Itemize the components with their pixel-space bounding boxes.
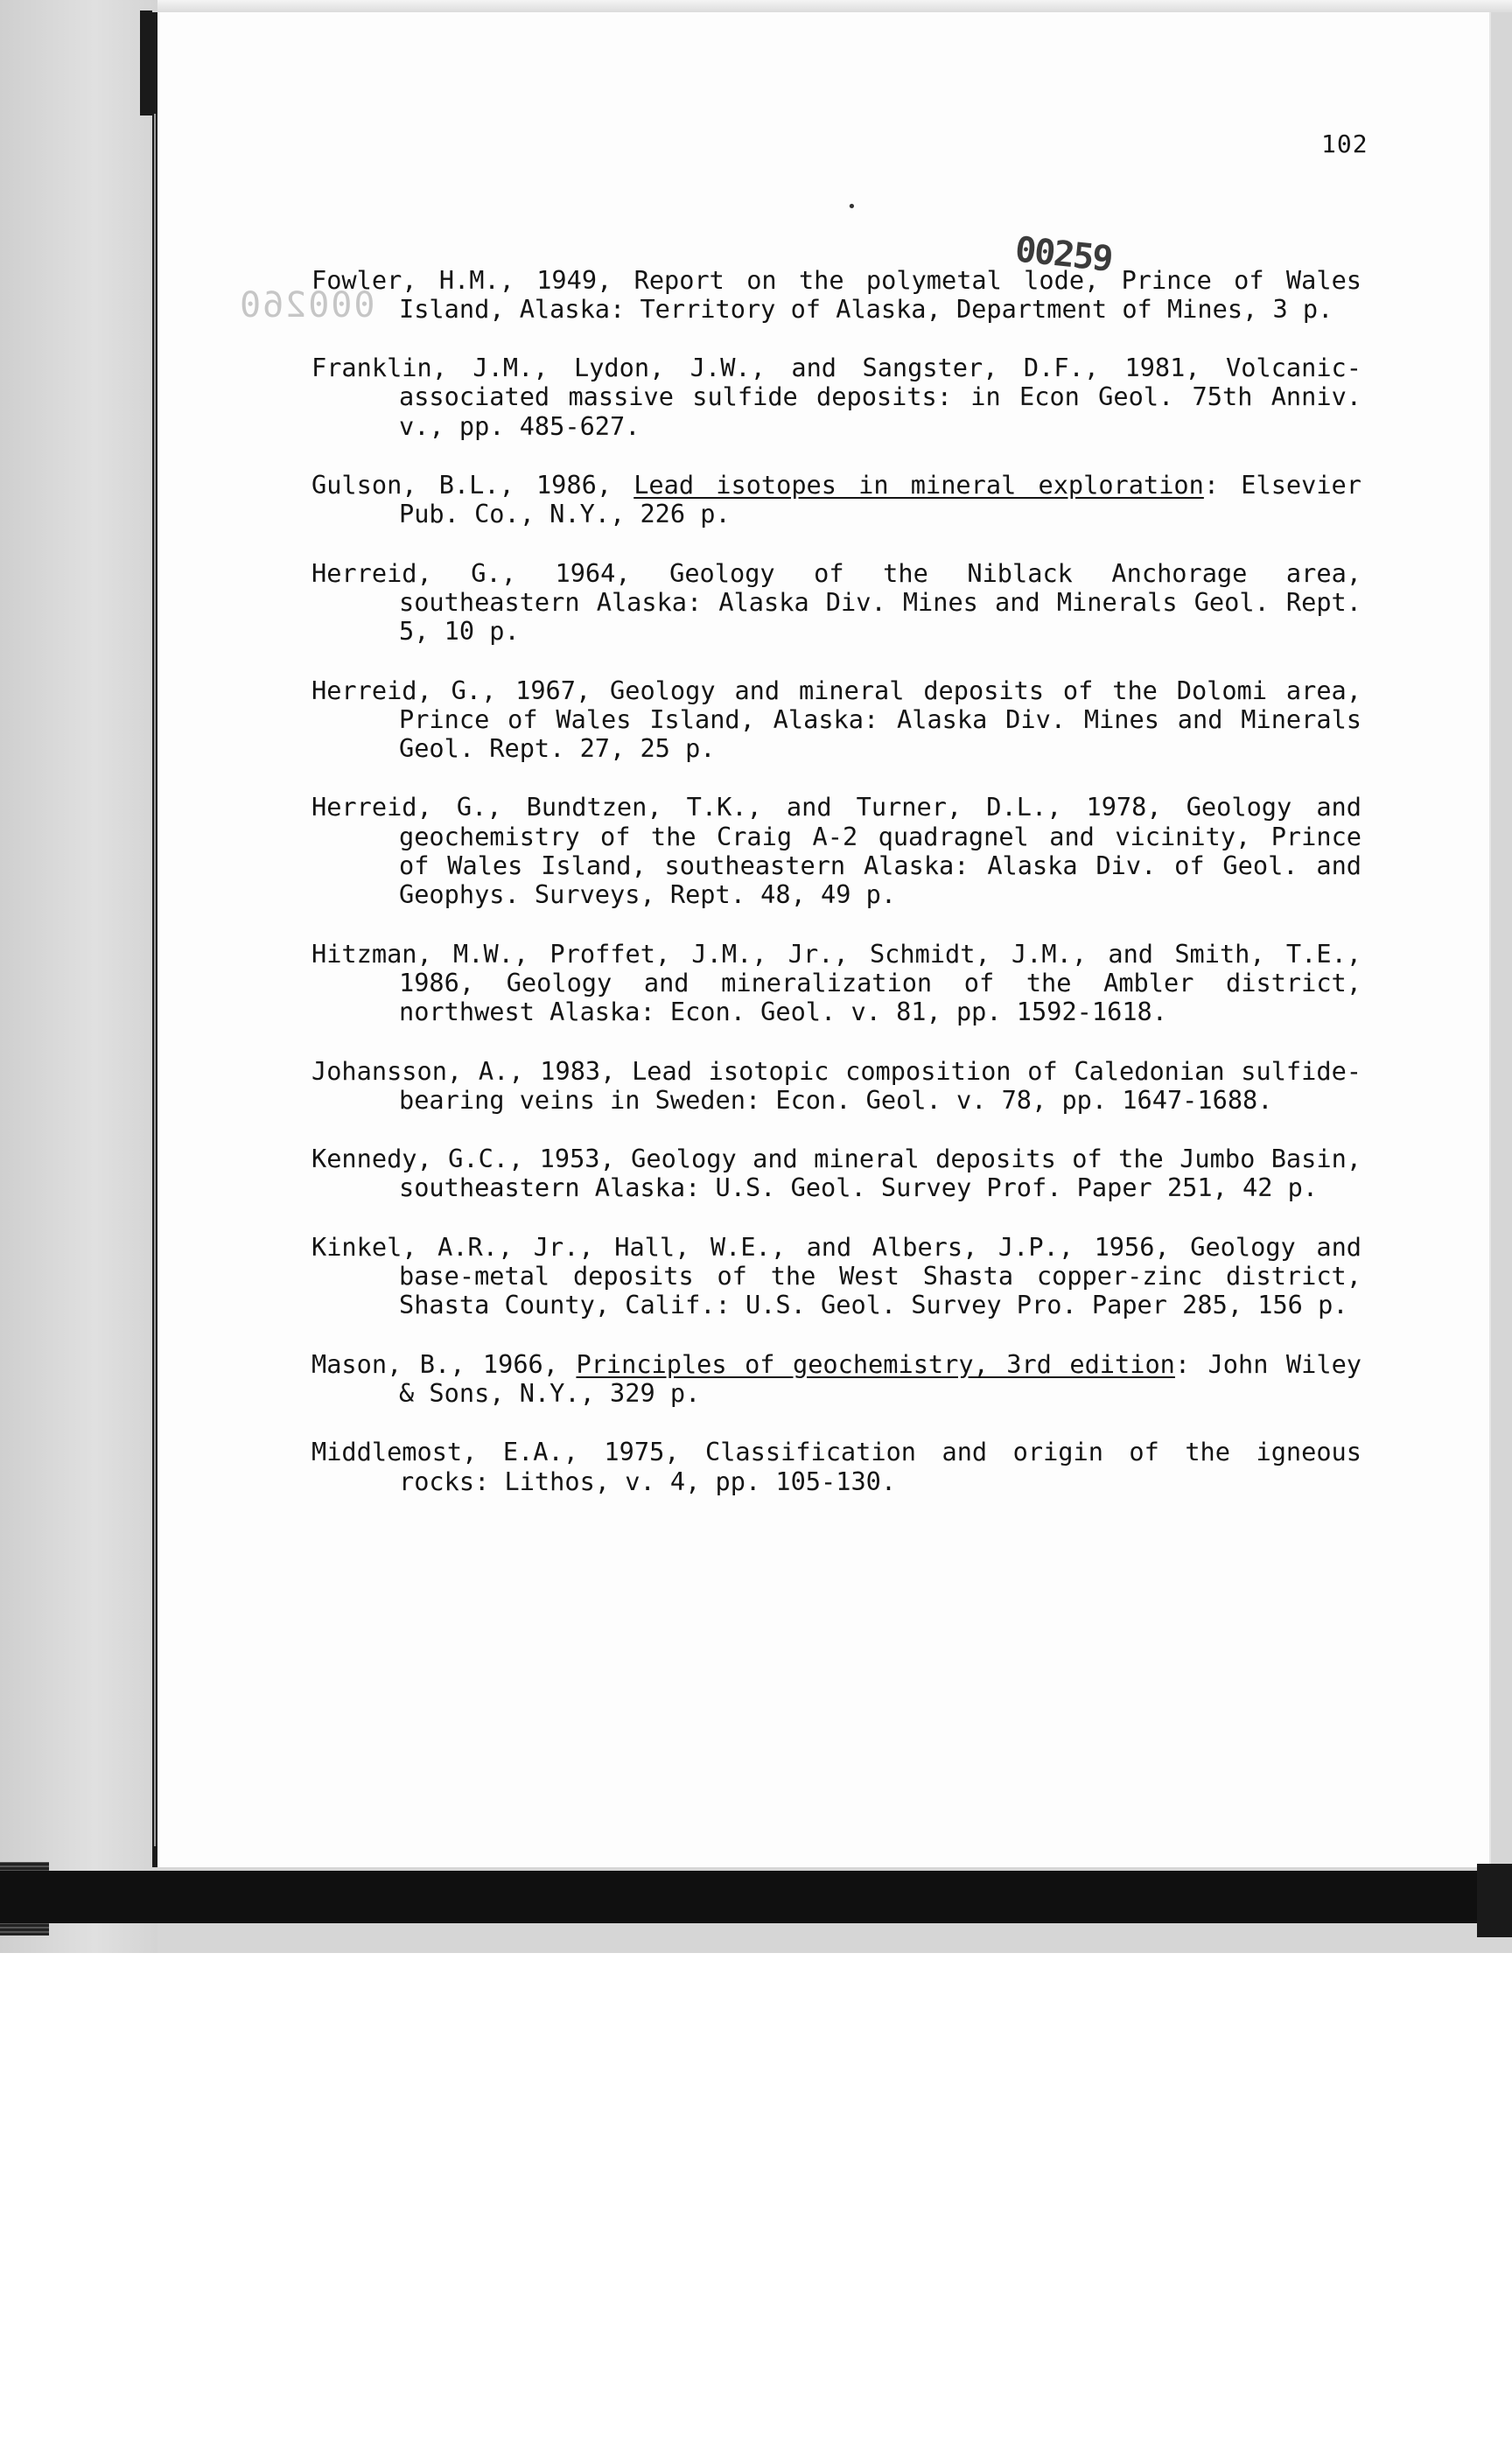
reference-entry — [312, 559, 1362, 647]
reference-entry — [312, 1438, 1362, 1496]
reference-text-tail: : John Wiley & Sons, N.Y., 329 p. — [399, 1348, 1362, 1408]
reference-text-tail: : Elsevier Pub. Co., N.Y., 226 p. — [399, 470, 1362, 529]
reference-text: Kennedy, G.C., 1953, Geology and mineral deposits of the Jumbo Basin, southeastern Alaska: U.S. Geol. Survey Prof. Paper 251, 42 p. — [312, 1144, 1362, 1203]
paper-left-edge — [154, 114, 156, 1846]
reference-text: Franklin, J.M., Lydon, J.W., and Sangster, D.F., 1981, Volcanic-associated massive sulfide deposits: in Econ Geol. 75th Anniv. v., pp. 485-627. — [312, 353, 1362, 441]
scan-top-edge — [0, 0, 1512, 12]
reference-text: Middlemost, E.A., 1975, Classification and origin of the igneous rocks: Lithos, v. 4, pp. 105-130. — [312, 1437, 1362, 1496]
reference-title: Principles of geochemistry, 3rd edition — [576, 1348, 1175, 1379]
reference-entry — [312, 676, 1362, 764]
faint-stamp-number: 000260 — [238, 285, 375, 326]
reference-text: Herreid, G., 1964, Geology of the Niblack Anchorage area, southeastern Alaska: Alaska Div. Mines and Minerals Geol. Rept. 5, 10 p. — [312, 557, 1362, 647]
document-stamp-number: 00259 — [1012, 229, 1114, 280]
reference-text: Hitzman, M.W., Proffet, J.M., Jr., Schmidt, J.M., and Smith, T.E., 1986, Geology and mineralization of the Ambler district, northwest Alaska: Econ. Geol. v. 81, pp. 1592-1618. — [312, 938, 1362, 1027]
binder-shadow — [0, 0, 158, 1953]
reference-text: Kinkel, A.R., Jr., Hall, W.E., and Albers, J.P., 1956, Geology and base-metal deposits of the West Shasta copper-zinc district, Shasta County, Calif.: U.S. Geol. Survey Pro. Paper 285, 156 p. — [312, 1231, 1362, 1320]
reference-entry — [312, 266, 1362, 325]
reference-list — [312, 241, 1362, 1526]
reference-entry — [312, 1057, 1362, 1116]
reference-entry — [312, 793, 1362, 909]
reference-title: Lead isotopes in mineral exploration — [634, 470, 1204, 500]
reference-entry — [312, 471, 1362, 529]
scan-bottom-band — [0, 1871, 1512, 1923]
reference-entry — [312, 940, 1362, 1027]
reference-entry — [312, 1233, 1362, 1320]
scan-right-corner — [1477, 1864, 1512, 1937]
stray-mark: • — [847, 198, 857, 216]
reference-text: Fowler, H.M., 1949, Report on the polymetal lode, Prince of Wales Island, Alaska: Territory of Alaska, Department of Mines, 3 p. — [312, 264, 1362, 324]
reference-entry — [312, 1144, 1362, 1203]
reference-text: Herreid, G., 1967, Geology and mineral deposits of the Dolomi area, Prince of Wales Island, Alaska: Alaska Div. Mines and Minerals Geol. Rept. 27, 25 p. — [312, 675, 1362, 764]
reference-text: Mason, B., 1966, — [312, 1348, 577, 1379]
paper-edge-tab — [140, 10, 152, 116]
reference-text: Herreid, G., Bundtzen, T.K., and Turner, D.L., 1978, Geology and geochemistry of the Craig A-2 quadragnel and vicinity, Prince of Wales Island, southeastern Alaska: Alaska Div. of Geol. and Geophys. Surveys, Rept. 48, 49 p. — [312, 792, 1362, 910]
reference-entry — [312, 354, 1362, 441]
reference-text: Gulson, B.L., 1986, — [312, 470, 634, 500]
reference-text: Johansson, A., 1983, Lead isotopic composition of Caledonian sulfide-bearing veins in Sweden: Econ. Geol. v. 78, pp. 1647-1688. — [312, 1055, 1362, 1115]
reference-entry — [312, 1350, 1362, 1409]
page-number: 102 — [1321, 130, 1368, 158]
